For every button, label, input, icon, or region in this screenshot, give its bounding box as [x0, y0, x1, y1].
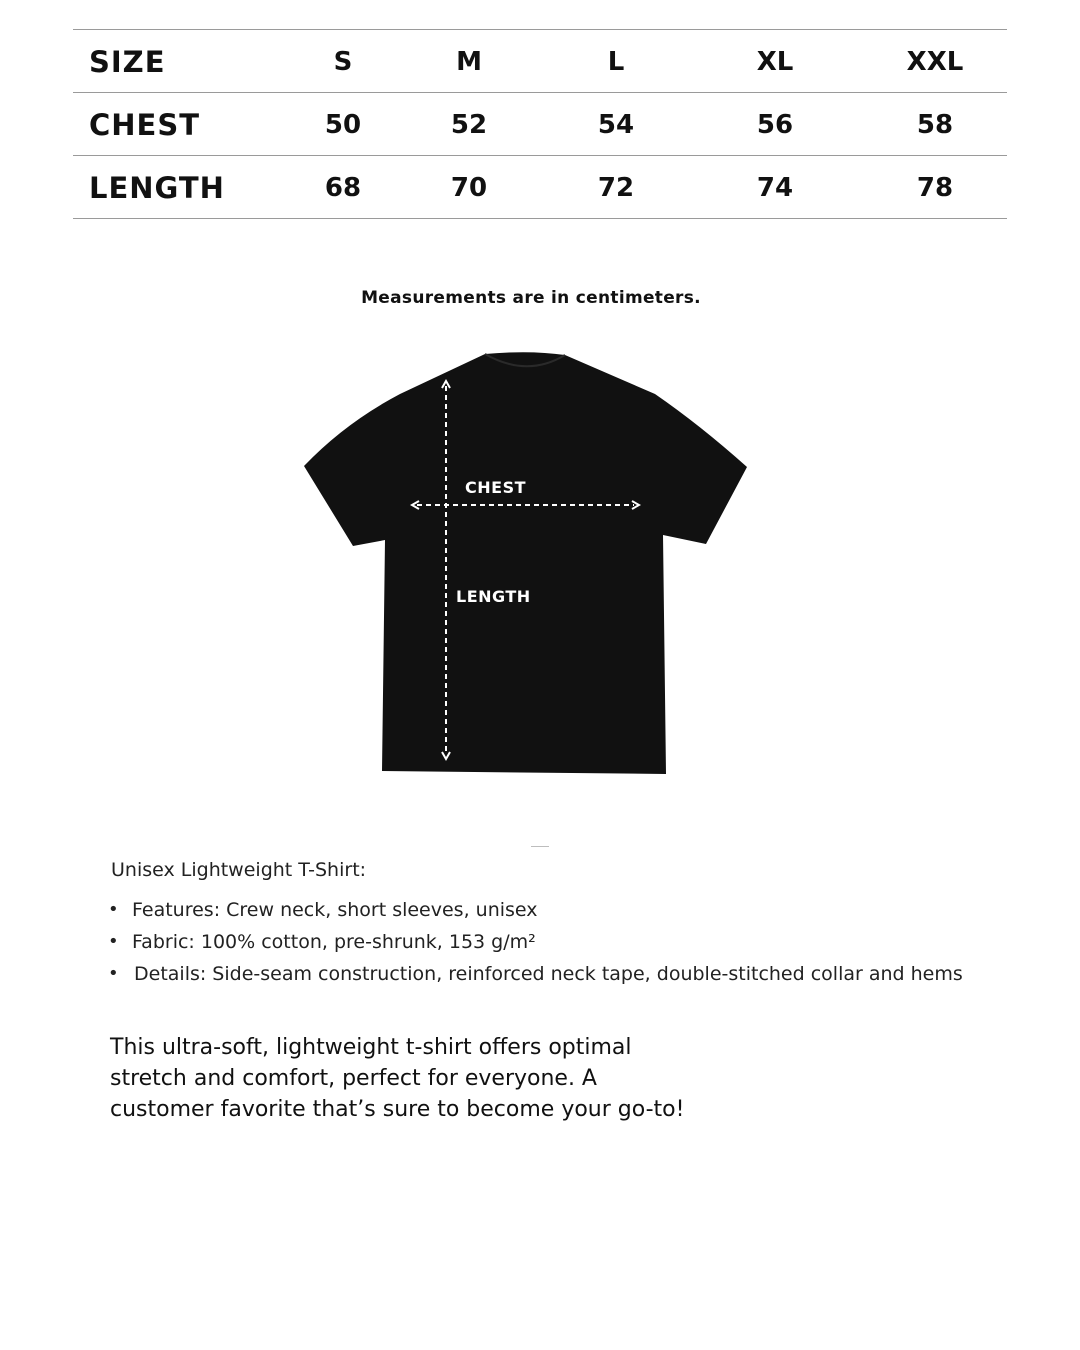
size-xl: XL [756, 47, 794, 77]
chest-label: CHEST [465, 478, 526, 497]
length-xxl-value: 78 [916, 173, 954, 203]
bullet-icon: • [108, 963, 119, 984]
bullet-icon: • [108, 931, 119, 952]
length-m-value: 70 [450, 173, 488, 203]
feature-text: Fabric: 100% cotton, pre-shrunk, 153 g/m² [132, 931, 536, 953]
length-label: LENGTH [456, 587, 531, 606]
size-xxl: XXL [906, 47, 964, 77]
chest-s-value: 50 [324, 110, 362, 140]
tshirt-shape [304, 352, 747, 774]
bullet-icon: • [108, 899, 119, 920]
size-m: M [456, 47, 482, 77]
size-l: L [607, 47, 625, 77]
length-s-value: 68 [324, 173, 362, 203]
length-l-value: 72 [597, 173, 635, 203]
feature-text: Features: Crew neck, short sleeves, unisex [132, 899, 538, 921]
chest-l-value: 54 [597, 110, 635, 140]
chest-xl-value: 56 [756, 110, 794, 140]
row-header-length: LENGTH [89, 171, 225, 205]
row-header-size: SIZE [89, 45, 166, 79]
length-xl-value: 74 [756, 173, 794, 203]
feature-text: Details: Side-seam construction, reinforced neck tape, double-stitched collar and hems [134, 963, 963, 985]
divider-mark [531, 846, 549, 847]
measurement-note: Measurements are in centimeters. [361, 288, 701, 308]
size-s: S [333, 47, 353, 77]
product-title: Unisex Lightweight T-Shirt: [111, 859, 367, 881]
row-header-chest: CHEST [89, 108, 201, 142]
chest-m-value: 52 [450, 110, 488, 140]
product-description: This ultra-soft, lightweight t-shirt offers optimal stretch and comfort, perfect for everyone. A customer favorite that’s sure to become your go-to! [110, 1035, 685, 1122]
chest-xxl-value: 58 [916, 110, 954, 140]
